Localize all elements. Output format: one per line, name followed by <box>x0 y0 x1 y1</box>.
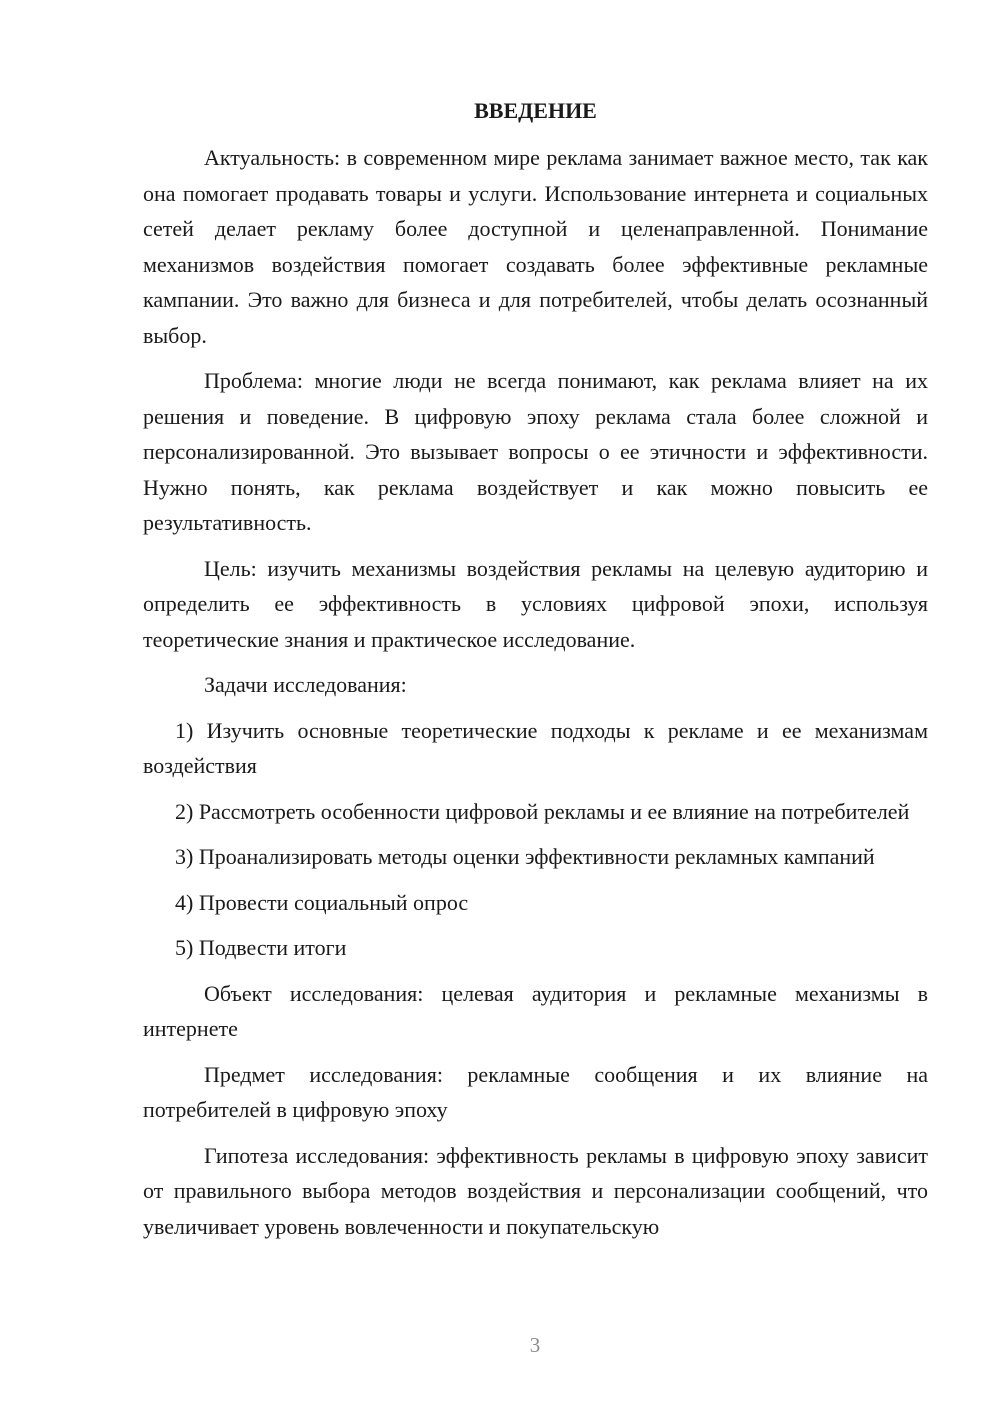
paragraph-subject: Предмет исследования: рекламные сообщения и их влияние на потребителей в цифровую эпоху <box>143 1061 928 1122</box>
tasks-title: Задачи исследования: <box>204 672 407 697</box>
paragraph-problem: Проблема: многие люди не всегда понимают, как реклама влияет на их решения и поведение. В цифровую эпоху реклама стала более сложной и персонализированной. Это вызывает вопросы о ее этичности и эффективности. Нужно понять, как реклама воздействует и как можно повысить ее результативность. <box>143 368 928 535</box>
paragraph-goal: Цель: изучить механизмы воздействия рекламы на целевую аудиторию и определить ее эффективность в условиях цифровой эпохи, используя теоретические знания и практическое исследование. <box>143 555 928 652</box>
paragraph-object: Объект исследования: целевая аудитория и рекламные механизмы в интернете <box>143 980 928 1041</box>
paragraph-relevance: Актуальность: в современном мире реклама занимает важное место, так как она помогает продавать товары и услуги. Использование интернета и социальных сетей делает рекламу более доступной и целенаправленной. Понимание механизмов воздействия помогает создавать более эффективные рекламные кампании. Это важно для бизнеса и для потребителей, чтобы делать осознанный выбор. <box>143 145 928 348</box>
page-content <box>143 93 928 1254</box>
page-title: ВВЕДЕНИЕ <box>474 98 597 123</box>
task-item-5: 5) Подвести итоги <box>175 935 347 960</box>
paragraph-hypothesis: Гипотеза исследования: эффективность рекламы в цифровую эпоху зависит от правильного выбора методов воздействия и персонализации сообщений, что увеличивает уровень вовлеченности и покупательскую <box>143 1142 928 1239</box>
task-item-1: 1) Изучить основные теоретические подходы к рекламе и ее механизмам воздействия <box>143 717 928 778</box>
page-number: 3 <box>529 1333 541 1357</box>
task-item-2: 2) Рассмотреть особенности цифровой рекламы и ее влияние на потребителей <box>175 798 910 824</box>
task-item-3: 3) Проанализировать методы оценки эффективности рекламных кампаний <box>175 844 875 869</box>
task-item-4: 4) Провести социальный опрос <box>175 889 469 915</box>
